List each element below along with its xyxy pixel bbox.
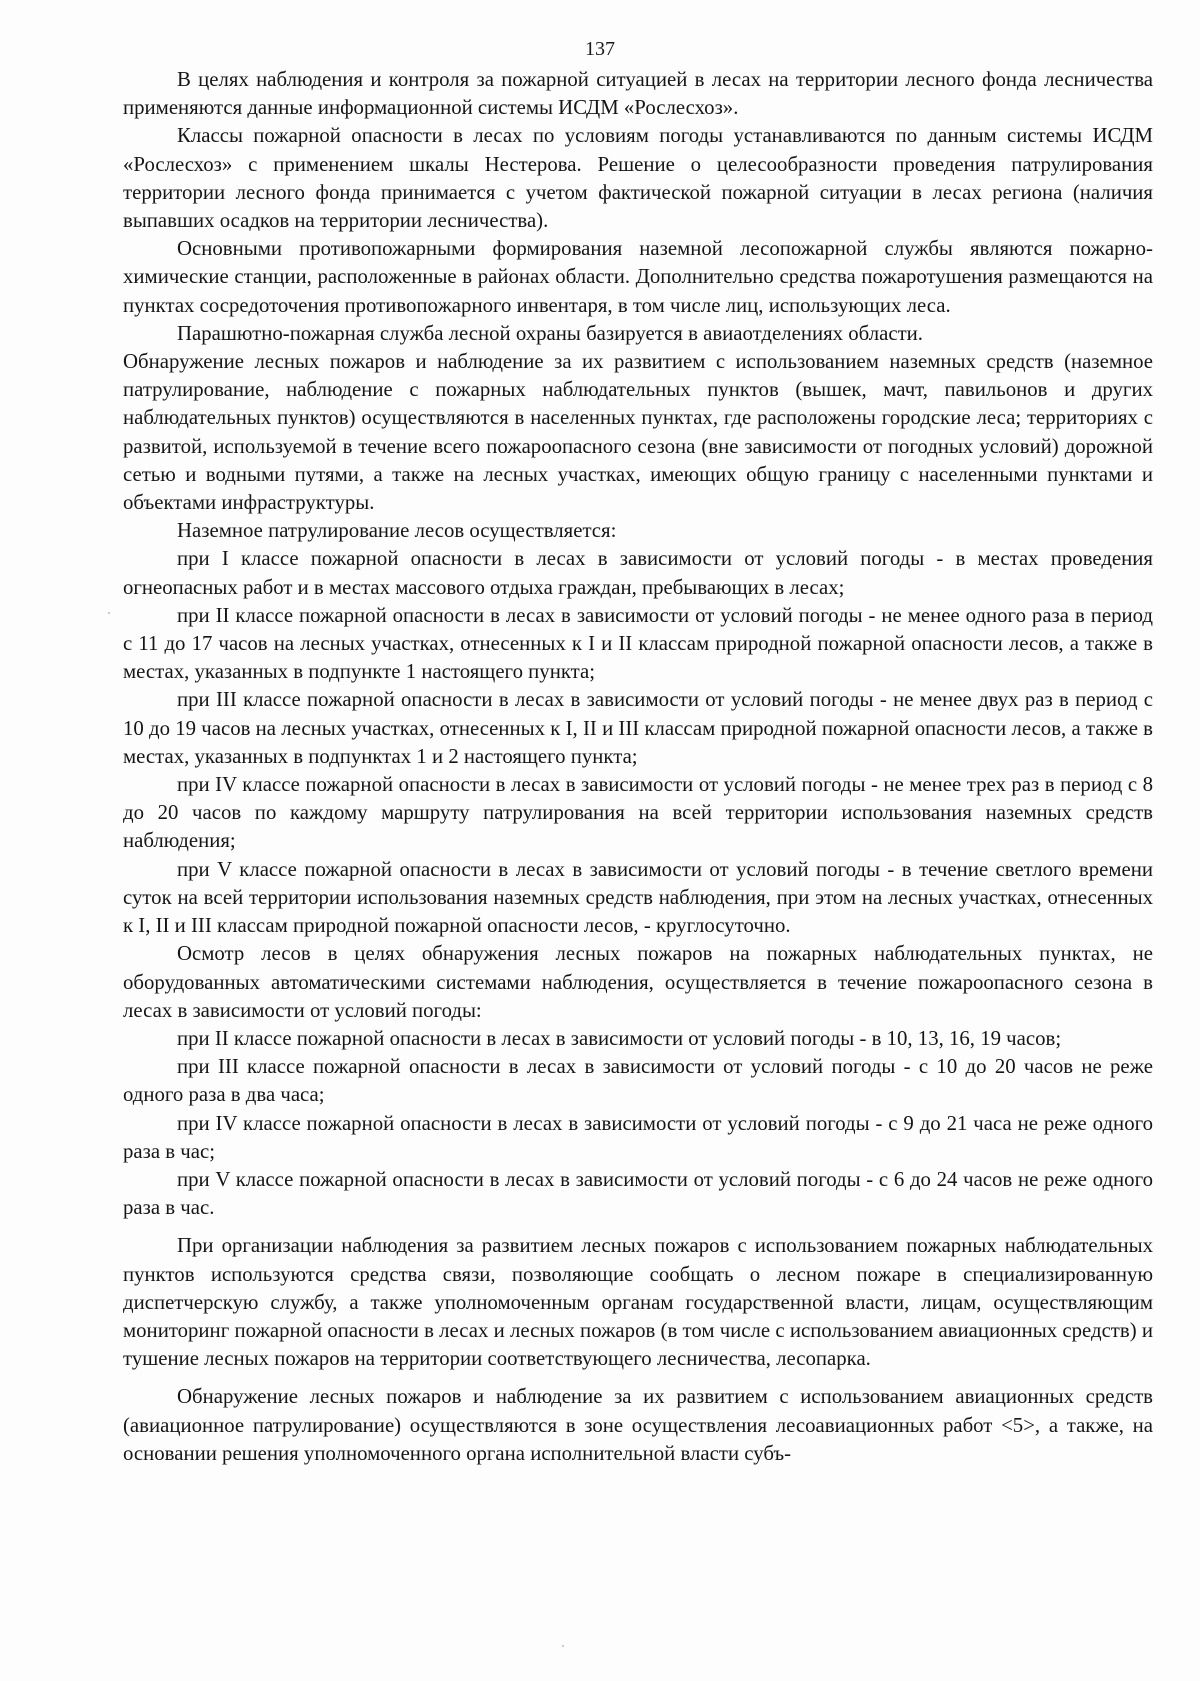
paragraph-fire-danger-classes: Классы пожарной опасности в лесах по условиям погоды устанавливаются по данным системы ИСДМ «Рослесхоз» с применением шкалы Нестерова. Решение о целесообразности проведения патрулирования территории лесного фонда принимается с учетом фактической пожарной ситуации в лесах региона (наличия выпавших осадков на территории лесничества). — [123, 124, 1153, 233]
list-item-class-5-patrol: при V классе пожарной опасности в лесах в зависимости от условий погоды - в течение светлого времени суток на всей территории использования наземных средств наблюдения, при этом на лесных участках, отнесенных к I, II и III классам природной пожарной опасности лесов, - круглосуточно. — [123, 857, 1153, 938]
list-item-class-3-patrol: при III классе пожарной опасности в лесах в зависимости от условий погоды - не менее двух раз в период с 10 до 19 часов на лесных участках, отнесенных к I, II и III классам природной пожарной опасности лесов, а также в местах, указанных в подпунктах 1 и 2 настоящего пункта; — [123, 688, 1153, 768]
paragraph-fire-stations: Основными противопожарными формирования наземной лесопожарной службы являются пожарно-химические станции, расположенные в районах области. Дополнительно средства пожаротушения размещаются на пунктах сосредоточения противопожарного инвентаря, в том числе лиц, использующих леса. — [123, 237, 1153, 317]
page-number: 137 — [585, 38, 615, 60]
list-item-class-2-inspection: при II классе пожарной опасности в лесах в зависимости от условий погоды - в 10, 13, 16, 19 часов; — [177, 1026, 1062, 1050]
list-item-class-3-inspection: при III классе пожарной опасности в лесах в зависимости от условий погоды - с 10 до 20 часов не реже одного раза в два часа; — [123, 1055, 1153, 1107]
paragraph-monitoring-system: В целях наблюдения и контроля за пожарной ситуацией в лесах на территории лесного фонда лесничества применяются данные информационной системы ИСДМ «Рослесхоз». — [123, 68, 1153, 120]
paragraph-aviation-patrol: Обнаружение лесных пожаров и наблюдение за их развитием с использованием авиационных средств (авиационное патрулирование) осуществляются в зоне осуществления лесоавиационных работ <5>, а также, на основании решения уполномоченного органа исполнительной власти субъ- — [123, 1385, 1153, 1465]
paragraph-communication: При организации наблюдения за развитием лесных пожаров с использованием пожарных наблюдательных пунктов используются средства связи, позволяющие сообщать о лесном пожаре в специализированную диспетчерскую службу, а также уполномоченным органам государственной власти, лицам, осуществляющим мониторинг пожарной опасности в лесах и лесных пожаров (в том числе с использованием авиационных средств) и тушение лесных пожаров на территории соответствующего лесничества, лесопарка. — [123, 1234, 1153, 1371]
list-item-class-4-inspection: при IV классе пожарной опасности в лесах в зависимости от условий погоды - с 9 до 21 часа не реже одного раза в час; — [123, 1111, 1153, 1163]
scan-speck — [562, 1645, 564, 1647]
list-item-class-1-patrol: при I классе пожарной опасности в лесах в зависимости от условий погоды - в местах проведения огнеопасных работ и в местах массового отдыха граждан, пребывающих в лесах; — [123, 547, 1153, 599]
list-item-class-4-patrol: при IV классе пожарной опасности в лесах в зависимости от условий погоды - не менее трех раз в период с 8 до 20 часов по каждому маршруту патрулирования на всей территории использования наземных средств наблюдения; — [123, 773, 1153, 853]
list-item-class-2-patrol: при II классе пожарной опасности в лесах в зависимости от условий погоды - не менее одного раза в период с 11 до 17 часов на лесных участках, отнесенных к I и II классам природной пожарной опасности лесов, а также в местах, указанных в подпункте 1 настоящего пункта; — [123, 603, 1153, 684]
scan-speck — [108, 612, 110, 614]
paragraph-ground-detection: Обнаружение лесных пожаров и наблюдение за их развитием с использованием наземных средств (наземное патрулирование, наблюдение с пожарных наблюдательных пунктов (вышек, мачт, павильонов и других наблюдательных пунктов) осуществляются в населенных пунктах, где расположены городские леса; территориях с развитой, используемой в течение всего пожароопасного сезона (вне зависимости от погодных условий) дорожной сетью и водными путями, а также на лесных участках, имеющих общую границу с населенными пунктами и объектами инфраструктуры. — [123, 350, 1153, 515]
paragraph-parachute-service: Парашютно-пожарная служба лесной охраны базируется в авиаотделениях области. — [177, 321, 923, 345]
list-item-class-5-inspection: при V классе пожарной опасности в лесах в зависимости от условий погоды - с 6 до 24 часов не реже одного раза в час. — [123, 1167, 1153, 1220]
body-text — [123, 66, 1153, 1468]
paragraph-ground-patrol-intro: Наземное патрулирование лесов осуществляется: — [177, 519, 617, 543]
paragraph-observation-points: Осмотр лесов в целях обнаружения лесных пожаров на пожарных наблюдательных пунктах, не оборудованных автоматическими системами наблюдения, осуществляется в течение пожароопасного сезона в лесах в зависимости от условий погоды: — [123, 942, 1153, 1022]
